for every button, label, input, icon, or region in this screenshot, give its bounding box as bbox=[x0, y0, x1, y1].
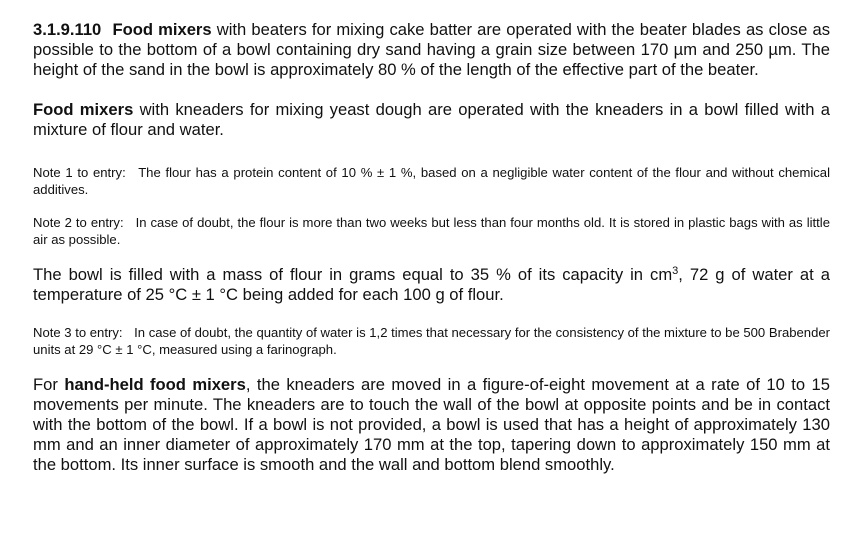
hand-held-paragraph bbox=[33, 375, 830, 475]
flour-paragraph bbox=[33, 265, 830, 305]
clause-bold-lead: Food mixers bbox=[112, 20, 212, 39]
note-1-label: Note 1 to entry: bbox=[33, 165, 126, 180]
note-1 bbox=[33, 165, 830, 198]
kneader-bold-lead: Food mixers bbox=[33, 100, 134, 119]
superscript-3: 3 bbox=[672, 265, 679, 277]
clause-number: 3.1.9.110 bbox=[33, 20, 102, 39]
kneader-paragraph bbox=[33, 100, 830, 140]
flour-text-after: , 72 g of water at a temperature of 25 °C ± 1 °C being added for each 100 g of flour. bbox=[33, 265, 830, 304]
clause-text: with beaters for mixing cake batter are operated with the beater blades as close as possible to the bottom of a bowl containing dry sand having a grain size between 170 µm and 250 µm. The height of the sand in the bowl is approximately 80 % of the length of the effective part of the beater. bbox=[33, 20, 830, 79]
note-2-text: In case of doubt, the flour is more than two weeks but less than four months old. It is stored in plastic bags with as little air as possible. bbox=[33, 215, 831, 247]
flour-text-before: The bowl is filled with a mass of flour in grams equal to 35 % of its capacity in cm bbox=[33, 265, 673, 284]
note-2 bbox=[33, 215, 830, 248]
note-1-text: The flour has a protein content of 10 % ± 1 %, based on a negligible water content of the flour and without chemical additives. bbox=[33, 165, 830, 197]
hand-held-bold-lead: hand-held food mixers bbox=[64, 375, 246, 394]
note-3-label: Note 3 to entry: bbox=[33, 325, 123, 340]
note-2-label: Note 2 to entry: bbox=[33, 215, 124, 230]
hand-held-text-before: For bbox=[33, 375, 58, 394]
note-3-text: In case of doubt, the quantity of water is 1,2 times that necessary for the consistency of the mixture to be 500 Brabender units at 29 °C ± 1 °C, measured using a farinograph. bbox=[33, 325, 830, 357]
clause-paragraph bbox=[33, 20, 830, 80]
note-3 bbox=[33, 325, 830, 358]
kneader-text: with kneaders for mixing yeast dough are operated with the kneaders in a bowl filled with a mixture of flour and water. bbox=[33, 100, 830, 139]
hand-held-text-after: , the kneaders are moved in a figure-of-eight movement at a rate of 10 to 15 movements per minute. The kneaders are to touch the wall of the bowl at opposite points and be in contact with the bottom of the bowl. If a bowl is not provided, a bowl is used that has a height of approximately 130 mm and an inner diameter of approximately 170 mm at the top, tapering down to approximately 150 mm at the bottom. Its inner surface is smooth and the wall and bottom blend smoothly. bbox=[33, 375, 830, 474]
document-page bbox=[33, 20, 830, 475]
